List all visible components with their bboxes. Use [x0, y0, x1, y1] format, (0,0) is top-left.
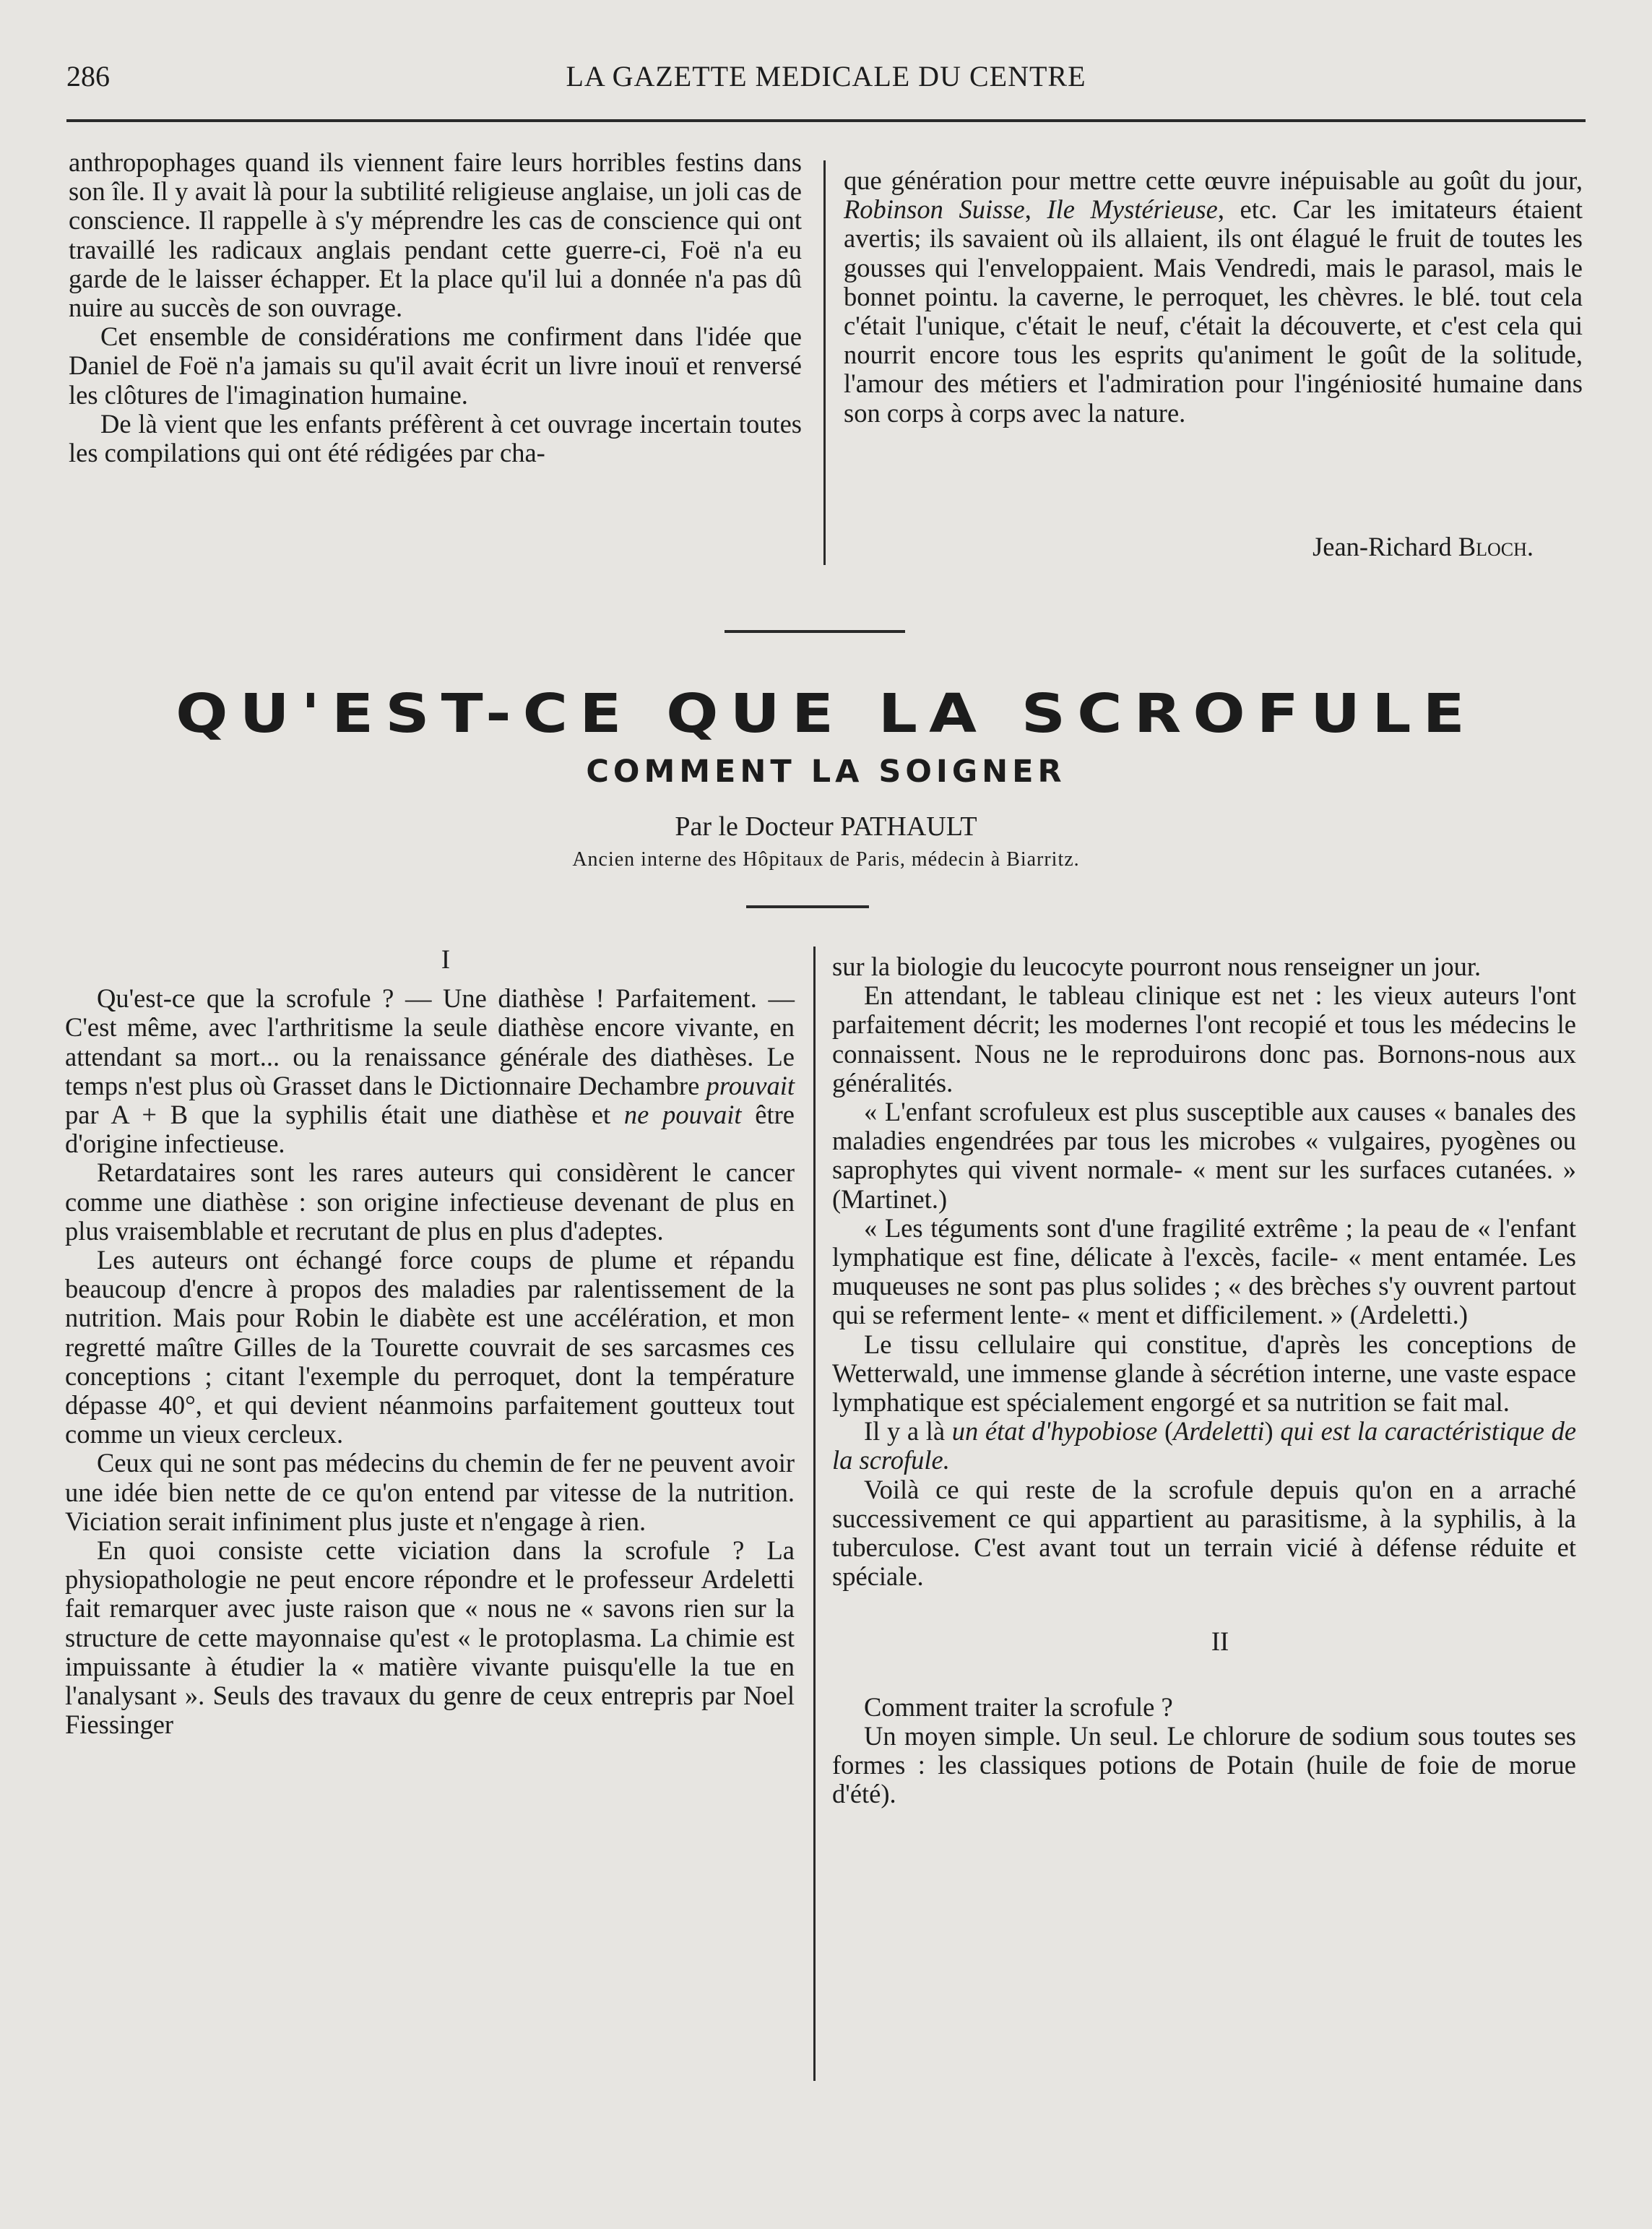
- quotation: « Les téguments sont d'une fragilité extrême ; la peau de « l'enfant lymphatique est fine, délicate à l'excès, facile- « ment entamée. Les muqueuses ne sont pas plus solides ; « des brèches s'y ouvrent partout qui se referment lente- « ment et difficilement. » (Ardeletti.): [832, 1212, 1576, 1330]
- paragraph: Comment traiter la scrofule ?: [864, 1691, 1173, 1722]
- paragraph: En attendant, le tableau clinique est net : les vieux auteurs l'ont parfaitement décrit; les modernes l'ont recopié et tous les médecins le connaissent. Nous ne le reproduirons donc pas. Bornons-nous aux généralités.: [832, 980, 1576, 1098]
- text-run: (: [1157, 1416, 1174, 1447]
- italic-text: qui est la caractéristique de la scrofule.: [832, 1416, 1577, 1475]
- italic-text: Ardeletti: [1173, 1416, 1265, 1447]
- paragraph: Un moyen simple. Un seul. Le chlorure de sodium sous toutes ses formes : les classiques potions de Potain (huile de foie de morue d'été).: [832, 1720, 1576, 1809]
- section-number: I: [441, 944, 451, 974]
- author-signature: [844, 531, 1534, 562]
- text-run: être d'origine infectieuse.: [65, 1100, 795, 1159]
- quotation: « L'enfant scrofuleux est plus susceptible aux causes « banales des maladies engendrées par tous les microbes « vulgaires, pyogènes ou saprophytes qui vivent normale- « ment sur les surfaces cutanées. » (Martinet.): [832, 1097, 1576, 1214]
- paragraph: Le tissu cellulaire qui constitue, d'après les conceptions de Wetterwald, une immense glande à sécrétion interne, une vaste espace lymphatique est spécialement engorgé et sa nutrition se fait mal.: [832, 1329, 1576, 1418]
- article-left-column: [65, 945, 795, 1739]
- column-divider: [813, 947, 816, 2081]
- signature-first-name: Jean-Richard: [1312, 532, 1458, 561]
- italic-text: un état d'hypobiose: [951, 1416, 1158, 1447]
- text-run: par A + B que la syphilis était une diathèse et: [65, 1100, 624, 1130]
- text-run: ,: [1024, 194, 1047, 225]
- separator-rule: [725, 630, 905, 633]
- text-run: Qu'est-ce que la scrofule ? — Une diathèse ! Parfaitement. — C'est même, avec l'arthritisme la seule diathèse encore vivante, en attendant sa mort... ou la renaissance générale des diathèses. Le temps n'est plus où Grasset dans le Dictionnaire Dechambre: [65, 983, 795, 1100]
- paragraph: Voilà ce qui reste de la scrofule depuis qu'on en a arraché successivement ce qui appartient au parasitisme, à la syphilis, à la tuberculose. C'est avant tout un terrain vicié à défense réduite et spéciale.: [832, 1474, 1576, 1592]
- running-head: [66, 59, 1586, 103]
- signature-last-name: Bloch.: [1458, 532, 1534, 561]
- column-divider: [823, 160, 826, 565]
- byline: Par le Docteur PATHAULT: [675, 811, 977, 842]
- affiliation: Ancien interne des Hôpitaux de Paris, médecin à Biarritz.: [572, 848, 1080, 871]
- article-subtitle: COMMENT LA SOIGNER: [586, 754, 1066, 790]
- separator-rule: [746, 905, 869, 908]
- article-title: QU'EST-CE QUE LA SCROFULE: [176, 683, 1476, 745]
- italic-text: ne pouvait: [623, 1100, 742, 1130]
- article-right-column: [832, 952, 1576, 1808]
- text-run: Il y a là: [864, 1416, 952, 1447]
- page-number: 286: [66, 60, 110, 92]
- paragraph: anthropophages quand ils viennent faire leurs horribles festins dans son île. Il y avait là pour la subtilité religieuse anglaise, un joli cas de conscience. Il rappelle à s'y méprendre les cas de conscience qui ont travaillé les radicaux anglais pendant cette guerre-ci, Foë n'a eu garde de le laisser échapper. Et la place qu'il lui a donnée n'a pas dû nuire au succès de son ouvrage.: [69, 147, 802, 323]
- paragraph: Retardataires sont les rares auteurs qui considèrent le cancer comme une diathèse : son origine infectieuse devenant de plus en plus vraisemblable et recrutant de plus en plus d'adeptes.: [65, 1157, 795, 1246]
- italic-text: prouvait: [706, 1070, 795, 1100]
- prev-article-left-column: [69, 148, 802, 467]
- header-rule: [66, 119, 1586, 122]
- section-number: II: [1211, 1626, 1229, 1657]
- text-run: ): [1264, 1416, 1281, 1447]
- italic-text: Ile Mystérieuse: [1047, 194, 1218, 225]
- journal-title: LA GAZETTE MEDICALE DU CENTRE: [566, 60, 1086, 92]
- text-run: , etc. Car les imitateurs étaient avertis; ils savaient où ils allaient, ils ont élagué le fruit de toutes les gousses qui l'enveloppaient. Mais Vendredi, mais le parasol, mais le bonnet pointu. la caverne, le perroquet, les chèvres. le blé. tout cela c'était l'unique, c'était le neuf, c'était la découverte, et c'est cela qui nourrit encore tous les esprits qu'animent le goût de la solitude, l'amour des métiers et l'admiration pour l'ingéniosité humaine dans son corps à corps avec la nature.: [844, 194, 1583, 428]
- paragraph: En quoi consiste cette viciation dans la scrofule ? La physiopathologie ne peut encore répondre et le professeur Ardeletti fait remarquer avec juste raison que « nous ne « savons rien sur la structure de cette mayonnaise qu'est « le protoplasma. La chimie est impuissante à étudier la « matière vivante puisqu'elle la tue en l'analysant ». Seuls des travaux du genre de ceux entrepris par Noel Fiessinger: [65, 1535, 795, 1740]
- italic-text: Robinson Suisse: [844, 194, 1025, 225]
- paragraph: Cet ensemble de considérations me confirment dans l'idée que Daniel de Foë n'a jamais su qu'il avait écrit un livre inouï et renversé les clôtures de l'imagination humaine.: [69, 322, 802, 410]
- paragraph: De là vient que les enfants préfèrent à cet ouvrage incertain toutes les compilations qui ont été rédigées par cha-: [69, 408, 802, 468]
- paragraph: [832, 1417, 1576, 1475]
- text-run: que génération pour mettre cette œuvre inépuisable au goût du jour,: [844, 165, 1583, 195]
- paragraph: [65, 984, 795, 1158]
- paragraph: sur la biologie du leucocyte pourront nous renseigner un jour.: [832, 952, 1482, 981]
- paragraph: Les auteurs ont échangé force coups de plume et répandu beaucoup d'encre à propos des maladies par ralentissement de la nutrition. Mais pour Robin le diabète est une accélération, et mon regretté maître Gilles de la Tourette couvrait de ses sarcasmes ces conceptions ; citant l'exemple du perroquet, dont la température dépasse 40°, et qui devient néanmoins parfaitement goutteux tout comme un vieux cercleux.: [65, 1245, 795, 1449]
- paragraph: Ceux qui ne sont pas médecins du chemin de fer ne peuvent avoir une idée bien nette de ce qu'on entend par vitesse de la nutrition. Viciation serait infiniment plus juste et n'engage à rien.: [65, 1448, 795, 1536]
- paragraph: [844, 166, 1583, 428]
- prev-article-right-column: [844, 166, 1583, 428]
